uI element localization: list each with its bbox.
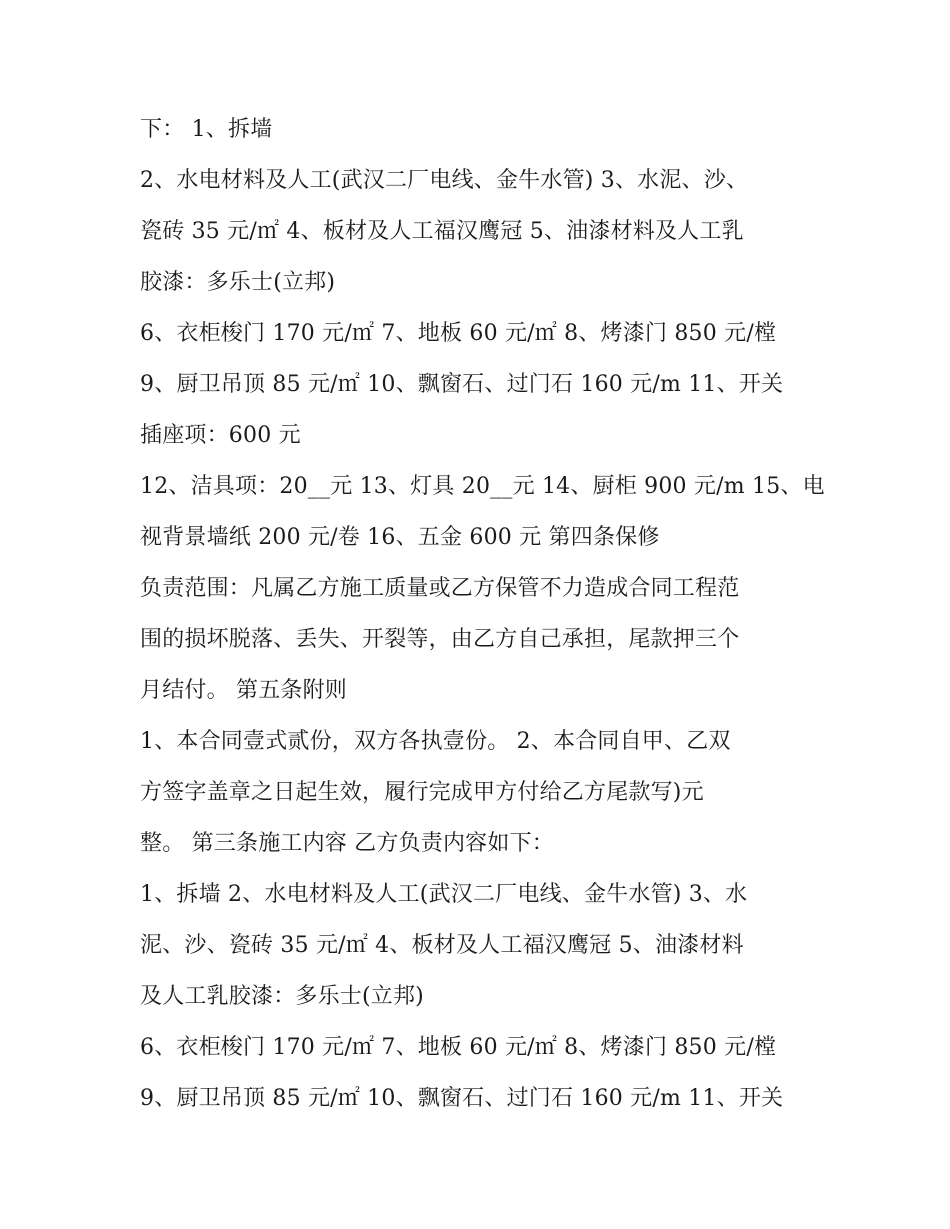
document-body xyxy=(140,104,830,1124)
text-line: 及人工乳胶漆：多乐士(立邦) xyxy=(140,984,424,1009)
text-line: 瓷砖 35 元/㎡ 4、板材及人工福汉鹰冠 5、油漆材料及人工乳 xyxy=(140,219,744,244)
text-line: 胶漆：多乐士(立邦) xyxy=(140,270,336,295)
text-line: 1、拆墙 2、水电材料及人工(武汉二厂电线、金牛水管) 3、水 xyxy=(140,882,748,907)
text-line: 整。 第三条施工内容 乙方负责内容如下： xyxy=(140,831,554,856)
text-line: 下： 1、拆墙 xyxy=(140,117,273,142)
text-line: 泥、沙、瓷砖 35 元/㎡ 4、板材及人工福汉鹰冠 5、油漆材料 xyxy=(140,933,744,958)
text-line: 月结付。 第五条附则 xyxy=(140,678,347,703)
text-line: 围的损坏脱落、丢失、开裂等，由乙方自己承担，尾款押三个 xyxy=(140,627,740,652)
text-line: 9、厨卫吊顶 85 元/㎡ 10、飘窗石、过门石 160 元/m 11、开关 xyxy=(140,1086,784,1111)
text-line: 2、水电材料及人工(武汉二厂电线、金牛水管) 3、水泥、沙、 xyxy=(140,168,749,193)
text-line: 视背景墙纸 200 元/卷 16、五金 600 元 第四条保修 xyxy=(140,525,660,550)
text-line: 方签字盖章之日起生效，履行完成甲方付给乙方尾款写)元 xyxy=(140,780,704,805)
text-line: 1、本合同壹式贰份，双方各执壹份。 2、本合同自甲、乙双 xyxy=(140,729,731,754)
text-line: 插座项：600 元 xyxy=(140,423,301,448)
text-line: 9、厨卫吊顶 85 元/㎡ 10、飘窗石、过门石 160 元/m 11、开关 xyxy=(140,372,784,397)
text-line: 6、衣柜梭门 170 元/㎡ 7、地板 60 元/㎡ 8、烤漆门 850 元/樘 xyxy=(140,1035,777,1060)
text-line: 6、衣柜梭门 170 元/㎡ 7、地板 60 元/㎡ 8、烤漆门 850 元/樘 xyxy=(140,321,777,346)
text-line: 负责范围：凡属乙方施工质量或乙方保管不力造成合同工程范 xyxy=(140,576,740,601)
text-line: 12、洁具项：20__元 13、灯具 20__元 14、厨柜 900 元/m 15、电 xyxy=(140,474,825,499)
